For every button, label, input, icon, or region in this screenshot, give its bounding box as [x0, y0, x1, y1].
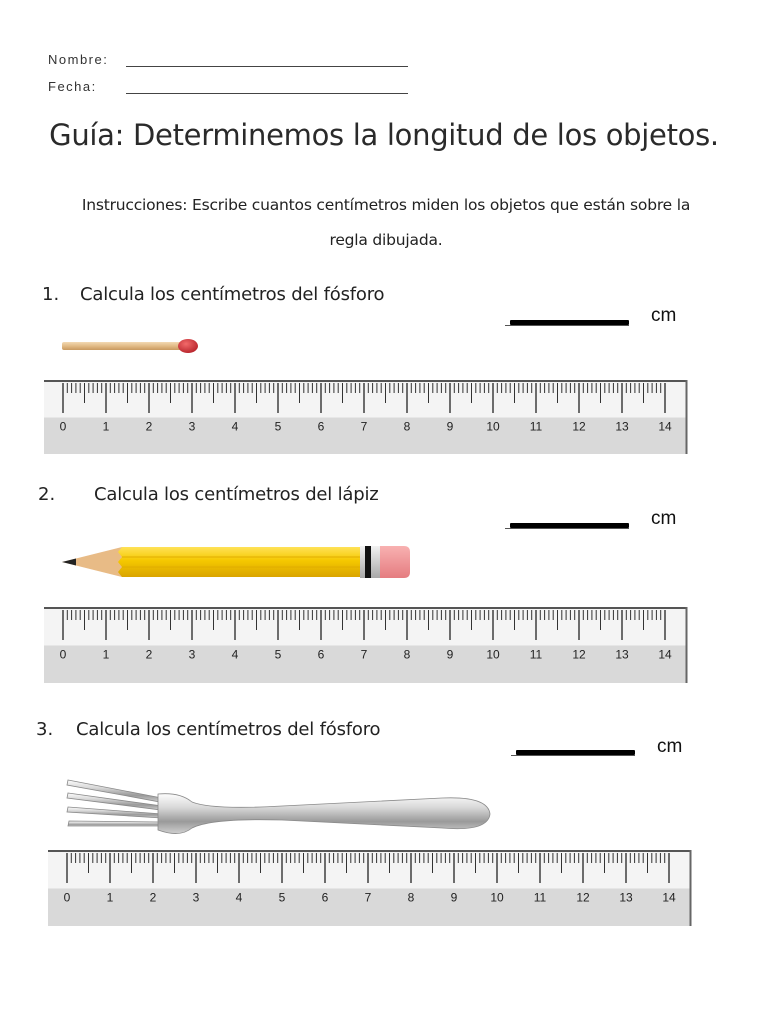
ruler-label: 5 [274, 419, 282, 434]
ruler-label: 8 [403, 419, 411, 434]
ruler-label: 3 [192, 890, 200, 905]
question-1-text: Calcula los centímetros del fósforo [80, 284, 385, 305]
match-image [58, 336, 203, 356]
ruler-label: 9 [446, 647, 454, 662]
question-3-number: 3. [36, 719, 54, 740]
ruler-label: 13 [619, 890, 633, 905]
ruler-label: 7 [360, 647, 368, 662]
ruler-label: 14 [658, 647, 672, 662]
ruler-label: 3 [188, 419, 196, 434]
ruler-label: 2 [149, 890, 157, 905]
question-2-unit: cm [651, 508, 677, 529]
ruler-label: 7 [364, 890, 372, 905]
ruler-label: 11 [529, 419, 543, 434]
ruler-label: 10 [486, 647, 500, 662]
question-3-text: Calcula los centímetros del fósforo [76, 719, 381, 740]
ruler-label: 1 [102, 419, 110, 434]
question-2-number: 2. [38, 484, 56, 505]
date-label: Fecha: [48, 79, 97, 94]
ruler-label: 8 [403, 647, 411, 662]
ruler-label: 12 [572, 419, 586, 434]
question-1-number: 1. [42, 284, 60, 305]
question-2-answer-line[interactable] [510, 523, 629, 528]
ruler-1 [44, 380, 688, 454]
ruler-label: 4 [231, 419, 239, 434]
ruler-label: 6 [317, 419, 325, 434]
ruler-label: 7 [360, 419, 368, 434]
question-2-text: Calcula los centímetros del lápiz [94, 484, 379, 505]
ruler-label: 2 [145, 647, 153, 662]
ruler-2 [44, 607, 688, 683]
ruler-label: 9 [450, 890, 458, 905]
ruler-label: 8 [407, 890, 415, 905]
name-label: Nombre: [48, 52, 109, 67]
question-2-answer-underline [505, 528, 629, 529]
question-1-answer-line[interactable] [510, 320, 629, 325]
ruler-label: 14 [662, 890, 676, 905]
date-blank-line[interactable] [126, 84, 408, 94]
instructions-line-2: regla dibujada. [329, 231, 443, 249]
question-1-answer-underline [505, 325, 629, 326]
ruler-label: 1 [102, 647, 110, 662]
ruler-label: 1 [106, 890, 114, 905]
fork-image [62, 776, 498, 844]
ruler-label: 10 [486, 419, 500, 434]
ruler-label: 11 [533, 890, 547, 905]
ruler-label: 0 [63, 890, 71, 905]
ruler-label: 14 [658, 419, 672, 434]
ruler-label: 10 [490, 890, 504, 905]
ruler-label: 6 [317, 647, 325, 662]
instructions-line-1: Instrucciones: Escribe cuantos centímetros miden los objetos que están sobre la [81, 196, 691, 214]
ruler-label: 11 [529, 647, 543, 662]
question-3-unit: cm [657, 736, 683, 757]
ruler-label: 5 [274, 647, 282, 662]
ruler-label: 3 [188, 647, 196, 662]
page-title: Guía: Determinemos la longitud de los objetos. [49, 118, 719, 152]
ruler-label: 13 [615, 419, 629, 434]
question-3-answer-underline [511, 755, 635, 756]
ruler-label: 0 [59, 419, 67, 434]
ruler-label: 4 [235, 890, 243, 905]
question-1-unit: cm [651, 305, 677, 326]
name-field[interactable] [48, 52, 408, 67]
ruler-label: 12 [576, 890, 590, 905]
date-field[interactable] [48, 79, 408, 94]
instructions [24, 188, 748, 258]
ruler-label: 2 [145, 419, 153, 434]
ruler-label: 9 [446, 419, 454, 434]
ruler-label: 5 [278, 890, 286, 905]
ruler-label: 4 [231, 647, 239, 662]
name-blank-line[interactable] [126, 57, 408, 67]
ruler-3 [48, 850, 692, 926]
pencil-image [60, 542, 412, 582]
question-3-answer-line[interactable] [516, 750, 635, 755]
ruler-label: 0 [59, 647, 67, 662]
ruler-label: 6 [321, 890, 329, 905]
ruler-label: 13 [615, 647, 629, 662]
ruler-label: 12 [572, 647, 586, 662]
